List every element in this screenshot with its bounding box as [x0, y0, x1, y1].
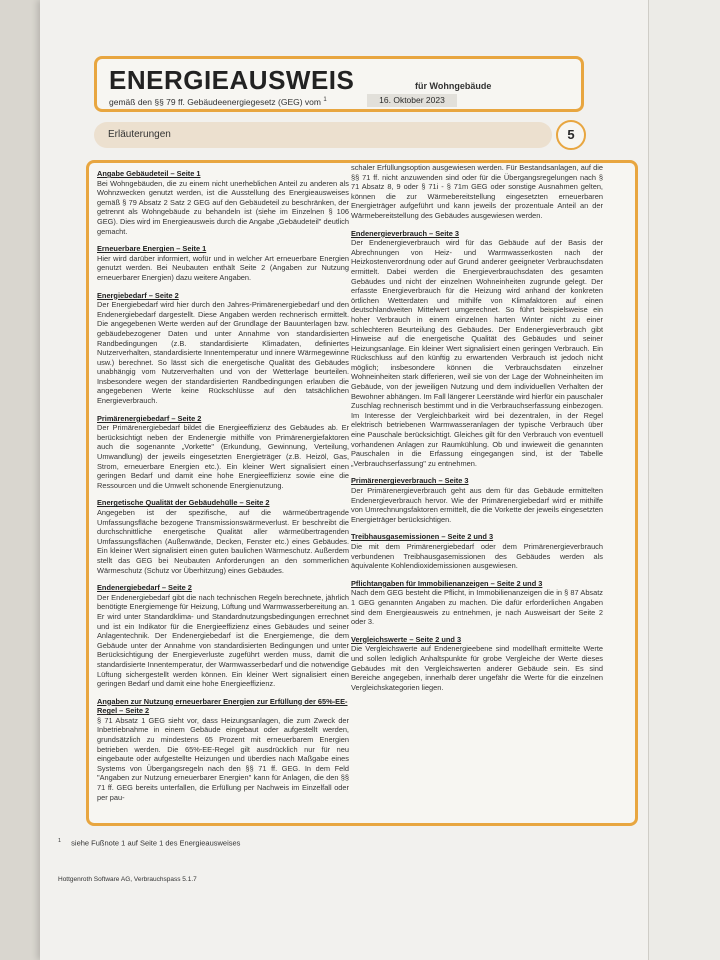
left-column [97, 169, 349, 810]
explanation-heading: Primärenergiebedarf – Seite 2 [97, 413, 202, 423]
explanation-text: Bei Wohngebäuden, die zu einem nicht unerheblichen Anteil zu anderen als Wohnzwecken genutzt werden, ist die Ausstellung des Energieausweises gemäß § 79 Absatz 2 Satz 2 GEG auf den Gebäudeteil zu beschränken, der getrennt als Wohngebäude zu behandeln ist (siehe im Einzelnen § 106 GEG). Dies wird im Energieausweis durch die Angabe „Gebäudeteil" deutlich gemacht. [97, 178, 349, 236]
explanation-block [351, 635, 603, 693]
explanation-text: Der Energiebedarf wird hier durch den Jahres-Primärenergiebedarf und den Endenergiebedarf dargestellt. Diese Angaben werden rechnerisch ermittelt. Die angegebenen Werte werden auf der Grundlage der Bauunterlagen bzw. gebäudebezogener Daten und unter Annahme von standardisierten Randbedingungen (z.B. standardisierte Klimadaten, definiertes Nutzerverhalten, standardisierte Innentemperatur und innere Wärmegewinne usw.) berechnet. So lässt sich die energetische Qualität des Gebäudes unabhängig vom Nutzerverhalten und von der Wetterlage beurteilen. Insbesondere wegen der standardisierten Randbedingungen erlauben die angegebenen Werte keine Rückschlüsse auf den tatsächlichen Energieverbrauch. [97, 300, 349, 406]
explanation-block [351, 476, 603, 524]
explanation-block [351, 229, 603, 469]
explanation-text: Die mit dem Primärenergiebedarf oder dem Primärenergieverbrauch verbundenen Treibhausgasemissionen des Gebäudes werden als äquivalente Kohlendioxidemissionen ausgewiesen. [351, 541, 603, 571]
explanation-text: Der Endenergieverbrauch wird für das Gebäude auf der Basis der Abrechnungen von Heiz- und Warmwasserkosten nach der Heizkostenverordnung oder auf Grund anderer geeigneter Verbrauchsdaten ermittelt. Dabei werden die Energieverbrauchsdaten des gesamten Gebäudes und nicht der einzelnen Wohneinheiten zugrunde gelegt. Der erfasste Energieverbrauch für die Heizung wird anhand der konkreten örtlichen Wetterdaten und mithilfe von Klimafaktoren auf einen deutschlandweiten Mittelwert umgerechnet. So führt beispielsweise ein hoher Verbrauch in einem einzelnen harten Winter nicht zu einer schlechteren Beurteilung des Gebäudes. Der Endenergieverbrauch gibt Hinweise auf die energetische Qualität des Gebäudes und seiner Heizungsanlage. Ein kleiner Wert signalisiert einen geringen Verbrauch. Ein Rückschluss auf den künftig zu erwartenden Verbrauch ist jedoch nicht möglich; insbesondere können die Verbrauchsdaten einzelner Wohneinheiten stark differieren, weil sie von der Lage der Wohneinheiten im Gebäude, von der jeweiligen Nutzung und dem individuellen Verhalten der Bewohner abhängen. Im Fall längerer Leerstände wird hierfür ein pauschaler Zuschlag rechnerisch bestimmt und in die Verbrauchserfassung einbezogen. Im Interesse der Vergleichbarkeit wird bei dezentralen, in der Regel elektrisch betriebenen Warmwasseranlagen der typische Verbrauch über eine Pauschale berücksichtigt. Gleiches gilt für den Verbrauch von eventuell vorhandenen Anlagen zur Raumkühlung. Ob und inwieweit die genannten Pauschalen in die Erfassung eingegangen sind, ist der Tabelle „Verbrauchserfassung" zu entnehmen. [351, 238, 603, 468]
explanation-heading: Angabe Gebäudeteil – Seite 1 [97, 169, 201, 178]
page-number: 5 [556, 120, 586, 150]
explanation-heading: Vergleichswerte – Seite 2 und 3 [351, 634, 462, 644]
header-box [94, 56, 584, 112]
explanation-heading: Angaben zur Nutzung erneuerbarer Energien zur Erfüllung der 65%-EE-Regel – Seite 2 [97, 696, 348, 716]
explanation-text: schaler Erfüllungsoption ausgewiesen werden. Für Bestandsanlagen, auf die §§ 71 ff. nicht anzuwenden sind oder für die Übergangsregelungen nach § 71 Absatz 8, 9 oder § 71i - § 71m GEG oder sonstige Ausnahmen gelten, können die zur Wärmebereitstellung eingesetzten erneuerbaren Energieträger aufgeführt und kann jeweils der prozentuale Anteil an der Wärmebereitstellung des Gebäudes ausgewiesen werden. [351, 163, 603, 220]
footnote-text: siehe Fußnote 1 auf Seite 1 des Energieausweises [71, 838, 241, 848]
section-label: Erläuterungen [108, 129, 171, 140]
gesetz-footnote-mark: 1 [323, 97, 327, 104]
explanation-heading: Energiebedarf – Seite 2 [97, 290, 179, 300]
explanation-heading: Endenergieverbrauch – Seite 3 [351, 228, 460, 238]
explanation-text: Die Vergleichswerte auf Endenergieebene sind modellhaft ermittelte Werte und sollen lediglich Anhaltspunkte für grobe Vergleiche der Werte dieses Gebäudes mit den Vergleichswerten anderer Gebäude sein. Es sind Bereiche angegeben, innerhalb derer ungefähr die Werte für die einzelnen Vergleichskategorien liegen. [351, 644, 603, 692]
footnote [58, 838, 240, 848]
explanation-block [351, 163, 603, 221]
explanation-heading: Primärenergieverbrauch – Seite 3 [351, 476, 469, 486]
explanation-text: Der Primärenergiebedarf bildet die Energieeffizienz des Gebäudes ab. Er berücksichtigt neben der Endenergie mithilfe von Primärenergiefaktoren auch die sogenannte „Vorkette" (Erkundung, Gewinnung, Verteilung, Umwandlung) der jeweils eingesetzten Energieträger (z.B. Heizöl, Gas, Strom, erneuerbare Energien etc.). Ein kleiner Wert signalisiert einen geringen Bedarf und damit eine hohe Energieeffizienz sowie eine die Ressourcen und die Umwelt schonende Energienutzung. [97, 423, 349, 490]
explanation-block [97, 169, 349, 236]
explanation-text: Nach dem GEG besteht die Pflicht, in Immobilienanzeigen die in § 87 Absatz 1 GEG genannten Angaben zu machen. Die dafür erforderlichen Angaben sind dem Energieausweis zu entnehmen, je nach Ausweisart der Seite 2 oder 3. [351, 588, 603, 627]
gesetz-text: gemäß den §§ 79 ff. Gebäudeenergiegesetz (GEG) vom [109, 97, 321, 107]
explanation-heading: Pflichtangaben für Immobilienanzeigen – Seite 2 und 3 [351, 578, 543, 588]
paper-stack-edge [648, 0, 720, 960]
explanation-block [97, 244, 349, 282]
explanation-heading: Treibhausgasemissionen – Seite 2 und 3 [351, 532, 494, 542]
explanation-heading: Energetische Qualität der Gebäudehülle – Seite 2 [97, 498, 270, 508]
explanation-block [97, 583, 349, 689]
software-credit: Hottgenroth Software AG, Verbrauchspass 5.1.7 [58, 876, 197, 883]
section-bar [94, 122, 552, 148]
explanation-heading: Erneuerbare Energien – Seite 1 [97, 244, 207, 254]
explanation-text: Der Endenergiebedarf gibt die nach technischen Regeln berechnete, jährlich benötigte Energiemenge für Heizung, Lüftung und Warmwasserbereitung an. Er wird unter Standardklima- und Standardnutzungsbedingungen errechnet und ist ein Indikator für die Energieeffizienz eines Gebäudes und seiner Anlagentechnik. Der Endenergiebedarf ist die Energiemenge, die dem Gebäude unter der Annahme von standardisierten Bedingungen und unter Berücksichtigung der Energieverluste zugeführt werden muss, damit die standardisierte Innentemperatur, der Warmwasserbedarf und die notwendige Lüftung sichergestellt werden können. Ein kleiner Wert signalisiert einen geringen Bedarf und damit eine hohe Energieeffizienz. [97, 592, 349, 689]
right-column [351, 163, 603, 700]
explanation-block [97, 697, 349, 803]
explanation-block [351, 579, 603, 627]
content-box [86, 160, 638, 826]
explanation-block [351, 532, 603, 570]
explanation-text: Hier wird darüber informiert, wofür und in welcher Art erneuerbare Energien genutzt werden. Bei Neubauten enthält Seite 2 (Angaben zur Nutzung erneuerbarer Energien) dazu weitere Angaben. [97, 253, 349, 282]
explanation-heading: Endenergiebedarf – Seite 2 [97, 583, 192, 593]
explanation-text: Angegeben ist der spezifische, auf die wärmeübertragende Umfassungsfläche bezogene Transmissionswärmeverlust. Er beschreibt die durchschnittliche energetische Qualität aller wärmeübertragenden Umfassungsflächen (Außenwände, Decken, Fenster etc.) eines Gebäudes. Ein kleiner Wert signalisiert einen guten baulichen Wärmeschutz. Außerdem stellt das GEG bei Neubauten Anforderungen an den sommerlichen Wärmeschutz (Schutz vor Überhitzung) eines Gebäudes. [97, 508, 349, 575]
explanation-text: § 71 Absatz 1 GEG sieht vor, dass Heizungsanlagen, die zum Zweck der Inbetriebnahme in einem Gebäude eingebaut oder aufgestellt werden, grundsätzlich zu mindestens 65 Prozent mit erneuerbarem Energien betrieben werden. Die 65%-EE-Regel gilt ausdrücklich nur für neu eingebaute oder aufgestellte Heizungen und überdies nach Maßgabe eines Systems von Übergangsregeln nach den §§ 71 ff. GEG. In dem Feld "Angaben zur Nutzung erneuerbarer Energien" kann für Anlagen, die den §§ 71 ff. GEG bereits unterfallen, die Erfüllung per Nachweis im Einzelfall oder per pau- [97, 715, 349, 802]
document-title: ENERGIEAUSWEIS [109, 65, 355, 95]
explanation-text: Der Primärenergieverbrauch geht aus dem für das Gebäude ermittelten Endenergieverbrauch hervor. Wie der Primärenergiebedarf wird er mithilfe von Umrechnungsfaktoren ermittelt, die die Vorkette der jeweils eingesetzten Energieträger berücksichtigen. [351, 486, 603, 524]
datum-field: 16. Oktober 2023 [367, 94, 457, 107]
gesetz-label [109, 97, 327, 107]
explanation-block [97, 498, 349, 575]
explanation-block [97, 291, 349, 406]
explanation-block [97, 414, 349, 491]
footnote-mark: 1 [58, 838, 62, 844]
document-subtitle: für Wohngebäude [415, 81, 492, 91]
